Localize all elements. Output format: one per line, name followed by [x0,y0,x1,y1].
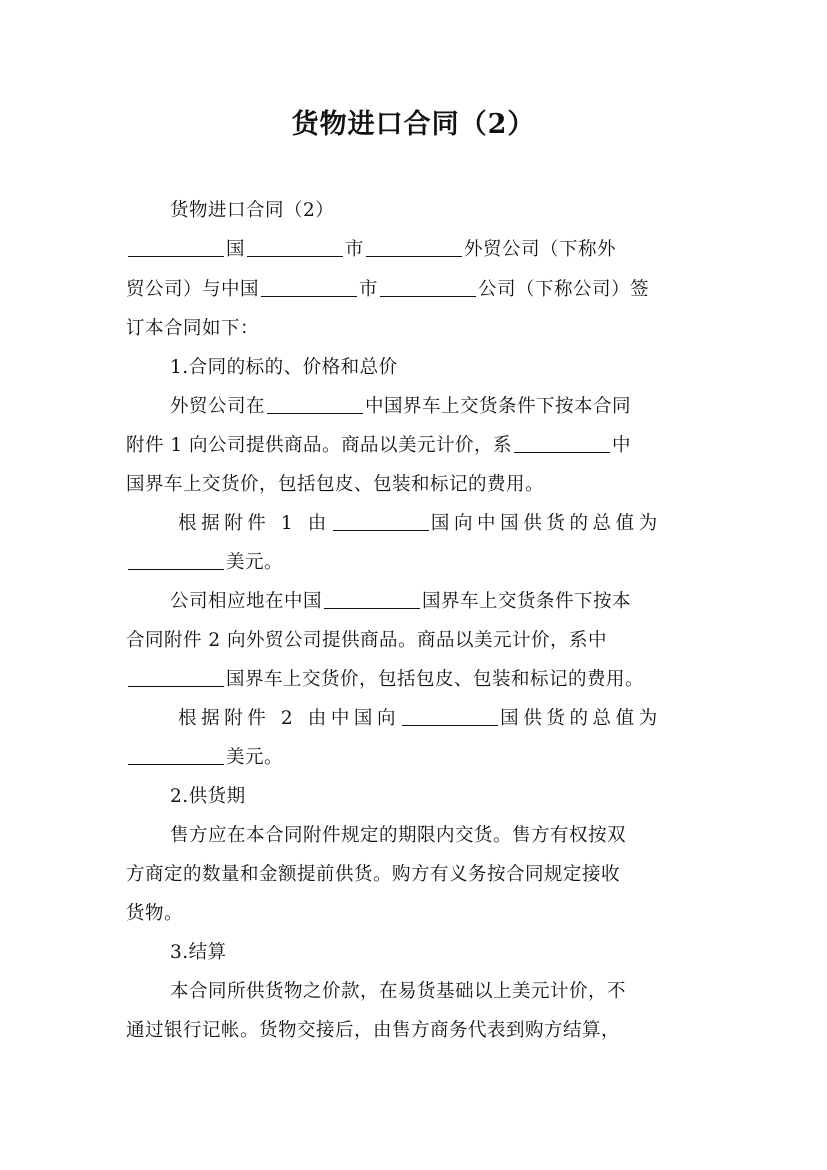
blank-field [402,703,498,726]
section-2-heading: 2.供货期 [170,786,246,807]
s1-p3-line-1: 公司相应地在中国 国界车上交货条件下按本 [126,582,750,622]
s1-p4-line-2: 美元。 [126,738,706,778]
blank-field [261,274,357,297]
section-1-heading: 1.合同的标的、价格和总价 [170,357,398,378]
blank-field [247,234,343,257]
subtitle: 货物进口合同（2） [170,200,335,221]
s1-p4-line-1: 根据附件 2 由中国向 国供货的总值为 [126,699,758,739]
s1-p3-line-3: 国界车上交货价，包括包皮、包装和标记的费用。 [126,660,706,700]
s1-p1-line-3: 国界车上交货价，包括包皮、包装和标记的费用。 [126,474,545,495]
blank-field [366,234,462,257]
s3-line-1: 本合同所供货物之价款，在易货基础以上美元计价，不 [170,981,627,1002]
intro-line-3: 订本合同如下： [126,318,260,339]
blank-field [333,508,429,531]
intro-line-2: 贸公司）与中国 市 公司（下称公司）签 [126,270,706,310]
blank-field [267,391,363,414]
blank-field [128,234,224,257]
s3-line-2: 通过银行记帐。货物交接后，由售方商务代表到购方结算， [126,1020,621,1041]
s1-p1-line-1: 外贸公司在 中国界车上交货条件下按本合同 [126,387,750,427]
s1-p2-line-2: 美元。 [126,543,706,583]
blank-field [128,664,224,687]
blank-field [514,430,610,453]
s2-line-3: 货物。 [126,903,184,924]
s2-line-2: 方商定的数量和金额提前供货。购方有义务按合同规定接收 [126,864,621,885]
blank-field [128,547,224,570]
s1-p1-line-2: 附件 1 向公司提供商品。商品以美元计价，系 中 [126,426,706,466]
s2-line-1: 售方应在本合同附件规定的期限内交货。售方有权按双 [170,825,627,846]
intro-line-1: 国 市 外贸公司（下称外 [126,230,706,270]
blank-field [128,742,224,765]
s1-p3-line-2: 合同附件 2 向外贸公司提供商品。商品以美元计价，系中 [126,630,608,651]
s1-p2-line-1: 根据附件 1 由 国向中国供货的总值为 [126,504,758,544]
document-title: 货物进口合同（2） [291,109,536,140]
blank-field [324,586,420,609]
blank-field [380,274,476,297]
section-3-heading: 3.结算 [170,942,227,963]
